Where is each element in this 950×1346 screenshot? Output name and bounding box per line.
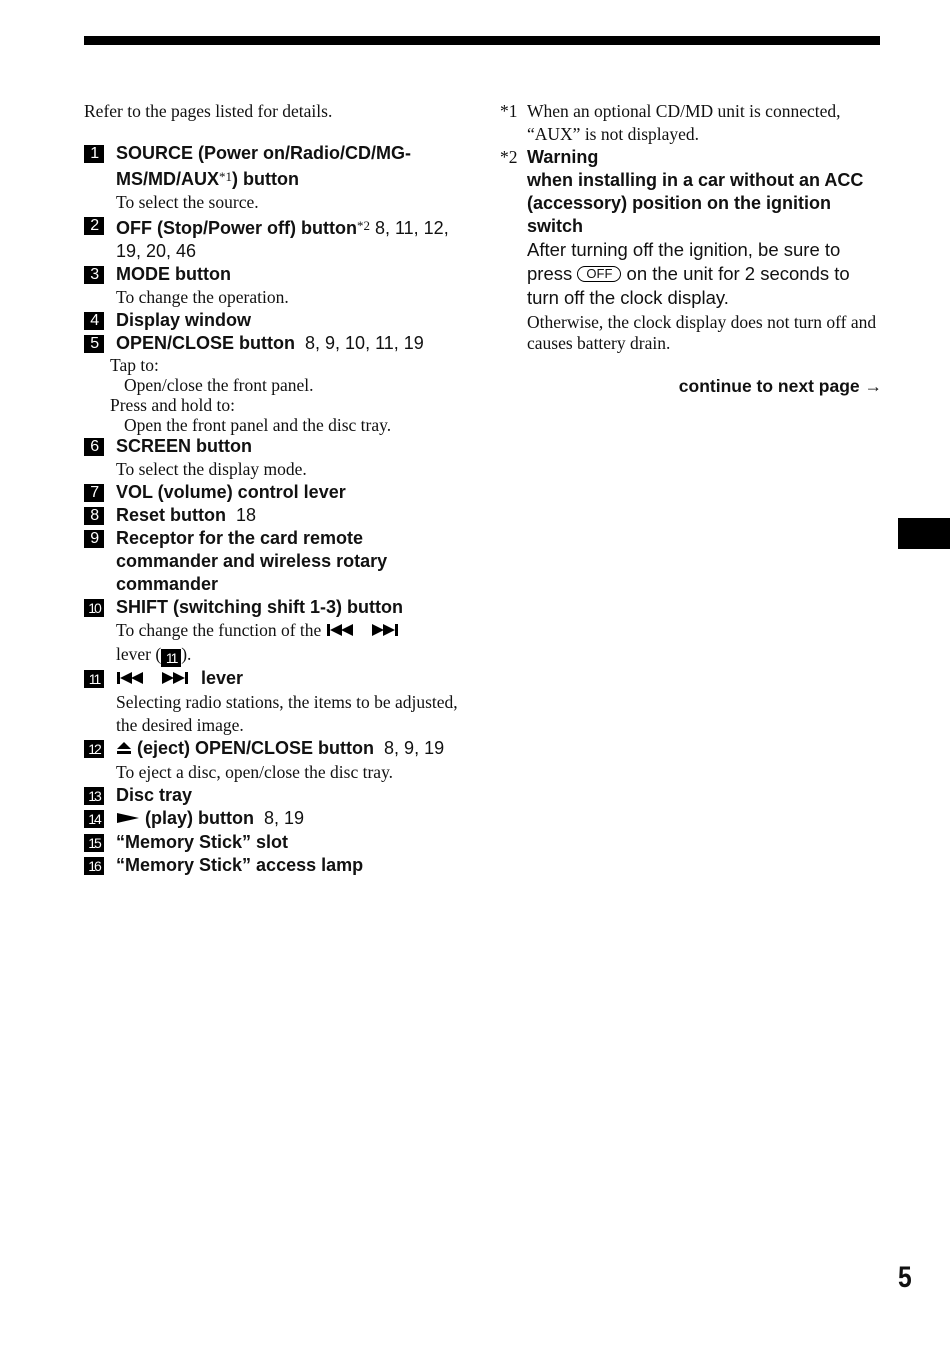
continue-link: continue to next page → (678, 376, 882, 396)
item-title: (play) button 8, 19 (116, 807, 464, 831)
item-title: VOL (volume) control lever (116, 482, 346, 502)
warning-body: After turning off the ignition, be sure to press OFF on the unit for 2 seconds to turn off the clock display. (527, 239, 850, 308)
footnotes (500, 100, 882, 398)
eject-icon (116, 738, 132, 761)
item-title: “Memory Stick” slot (116, 832, 289, 852)
warning-note: Otherwise, the clock display does not turn off and causes battery drain. (527, 312, 877, 353)
item-number: 12 (84, 740, 104, 758)
item-reference: 11 (161, 649, 181, 667)
prev-next-icon (326, 620, 406, 643)
list-item (84, 667, 464, 737)
list-item (84, 831, 464, 854)
list-item (84, 504, 464, 527)
item-number: 9 (84, 530, 104, 548)
item-number: 15 (84, 834, 104, 852)
item-title: (eject) OPEN/CLOSE button 8, 9, 19 (116, 737, 464, 761)
list-item (84, 807, 464, 831)
off-key-icon: OFF (577, 266, 621, 282)
footnote-mark: *1 (500, 101, 518, 121)
item-title: Receptor for the card remote commander and wireless rotary commander (116, 528, 388, 594)
footnote-text: When an optional CD/MD unit is connected, “AUX” is not displayed. (527, 101, 841, 144)
page-refs: 8, 9, 10, 11, 19 (305, 333, 424, 353)
list-item (84, 527, 464, 596)
item-sub-label: Press and hold to: (110, 395, 235, 415)
page-refs: 8, 11, 12, 19, 20, 46 (116, 218, 449, 261)
item-desc: To change the operation. (116, 287, 289, 307)
item-number: 2 (84, 217, 104, 235)
item-number: 3 (84, 266, 104, 284)
item-number: 14 (84, 810, 104, 828)
footnote-mark: *2 (500, 147, 518, 167)
item-title: Display window (116, 310, 252, 330)
page-refs: 18 (236, 505, 257, 525)
item-desc: Selecting radio stations, the items to be adjusted, the desired image. (116, 692, 458, 735)
item-title: “Memory Stick” access lamp (116, 855, 364, 875)
item-number: 7 (84, 484, 104, 502)
item-number: 8 (84, 507, 104, 525)
item-number: 4 (84, 312, 104, 330)
section-tab (898, 518, 950, 549)
item-sub-text: Open/close the front panel. (124, 375, 314, 395)
list-item (84, 309, 464, 332)
item-title: Disc tray (116, 785, 193, 805)
intro-text: Refer to the pages listed for details. (84, 101, 333, 121)
item-title: OFF (Stop/Power off) button$^{*2}$ 8, 11, 12, 19, 20, 46 (116, 218, 449, 261)
list-item (84, 481, 464, 504)
prev-next-icon (116, 668, 196, 691)
warning-subheading: when installing in a car without an ACC (accessory) position on the ignition switch (527, 170, 864, 236)
list-item (84, 332, 464, 435)
item-desc: To select the source. (116, 192, 259, 212)
top-rule (84, 36, 880, 45)
item-desc: To eject a disc, open/close the disc tray. (116, 762, 394, 782)
warning-heading: Warning (527, 147, 599, 167)
item-title: SOURCE (Power on/Radio/CD/MG-MS/MD/AUX$^{*1}$) button (116, 143, 412, 189)
item-number: 5 (84, 335, 104, 353)
item-number: 11 (84, 670, 104, 688)
play-icon (116, 808, 140, 831)
item-title: MODE button (116, 264, 231, 284)
page-refs: 8, 9, 19 (384, 738, 445, 758)
footnote-2 (500, 146, 882, 354)
list-item (84, 214, 464, 263)
list-item (84, 784, 464, 807)
item-title: OPEN/CLOSE button 8, 9, 10, 11, 19 (116, 333, 424, 353)
item-number: 10 (84, 599, 104, 617)
item-title: Reset button 18 (116, 505, 257, 525)
list-item (84, 854, 464, 877)
item-number: 16 (84, 857, 104, 875)
list-item (84, 142, 464, 214)
footnote-1 (500, 100, 882, 146)
list-item (84, 596, 464, 667)
item-desc: To select the display mode. (116, 459, 307, 479)
item-number: 1 (84, 145, 104, 163)
item-title: lever (116, 667, 464, 691)
page-number: 5 (898, 1261, 912, 1294)
item-number: 6 (84, 438, 104, 456)
item-desc: To change the function of the lever ( 11 ). (116, 619, 464, 667)
page-refs: 8, 19 (264, 808, 305, 828)
list-item (84, 737, 464, 784)
list-item (84, 435, 464, 481)
item-number: 13 (84, 787, 104, 805)
parts-list (84, 100, 464, 877)
item-sub-text: Open the front panel and the disc tray. (124, 415, 392, 435)
item-title: SCREEN button (116, 436, 252, 456)
item-title: SHIFT (switching shift 1-3) button (116, 597, 403, 617)
list-item (84, 263, 464, 309)
item-sub-label: Tap to: (110, 355, 159, 375)
